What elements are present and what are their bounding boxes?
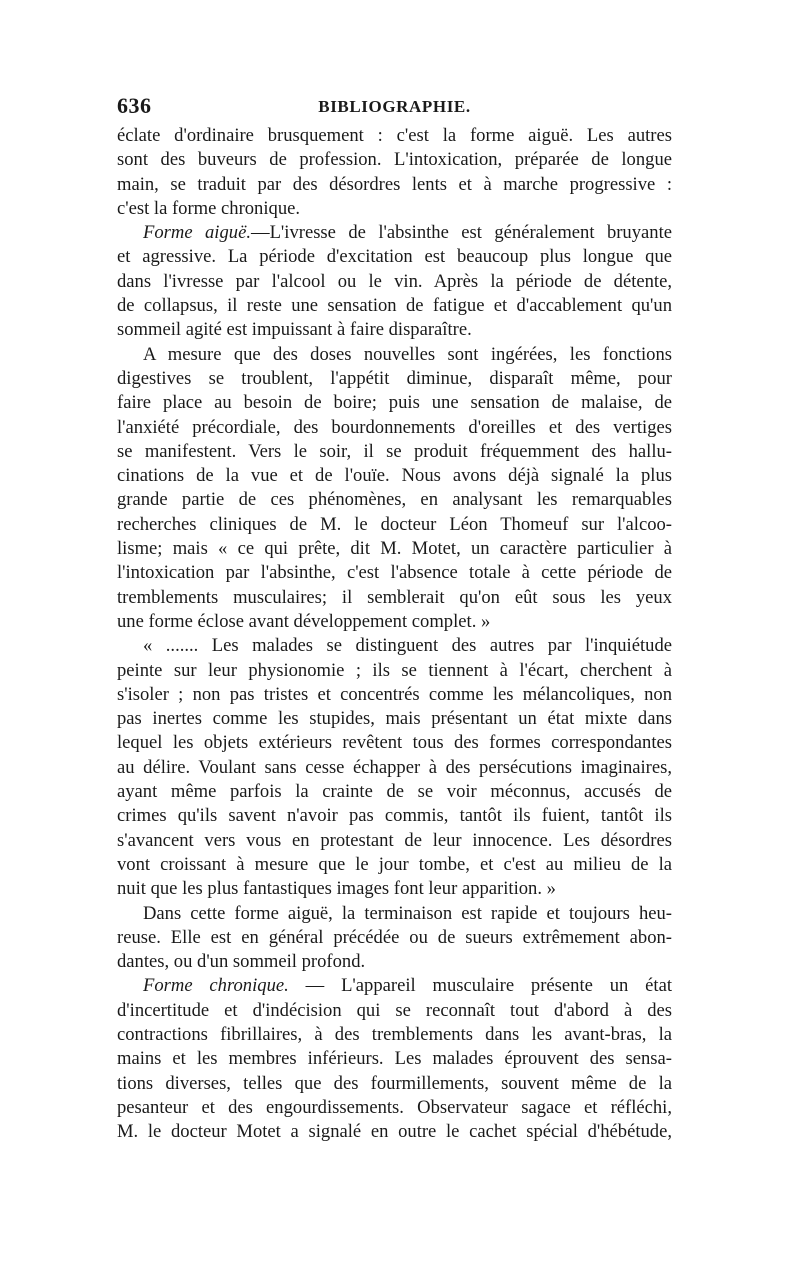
text-line [117, 343, 672, 367]
line-text: lequel les objets extérieurs revêtent tous des formes correspondantes [117, 732, 672, 754]
text-line [117, 756, 672, 780]
text-line [117, 1047, 672, 1071]
line-text: crimes qu'ils savent n'avoir pas commis, tantôt ils fuient, tantôt ils [117, 805, 672, 827]
text-line [117, 634, 672, 658]
line-text: sont des buveurs de profession. L'intoxication, préparée de longue [117, 149, 672, 171]
line-text: nuit que les plus fantastiques images font leur apparition. » [117, 878, 556, 900]
line-text: digestives se troublent, l'appétit diminue, disparaît même, pour [117, 367, 672, 389]
text-line [117, 877, 672, 901]
page-number: 636 [117, 93, 152, 118]
line-text: « ....... Les malades se distinguent des autres par l'inquiétude [143, 635, 672, 657]
line-text: pas inertes comme les stupides, mais présentant un état mixte dans [117, 708, 672, 730]
line-text: dans l'ivresse par l'alcool ou le vin. Après la période de détente, [117, 270, 672, 292]
line-text: pesanteur et des engourdissements. Observateur sagace et réfléchi, [117, 1096, 672, 1118]
line-text: éclate d'ordinaire brusquement : c'est la forme aiguë. Les autres [117, 125, 672, 146]
text-line [117, 197, 672, 221]
text-line [117, 270, 672, 294]
line-text: Dans cette forme aiguë, la terminaison est rapide et toujours heu- [143, 902, 672, 924]
text-line [117, 683, 672, 707]
text-line [117, 610, 672, 634]
line-text: main, se traduit par des désordres lents et à marche progressive : [117, 173, 672, 195]
line-text: faire place au besoin de boire; puis une sensation de malaise, de [117, 392, 672, 414]
line-text: une forme éclose avant développement complet. » [117, 610, 491, 632]
line-text: mains et les membres inférieurs. Les malades éprouvent des sensa- [117, 1048, 672, 1070]
line-text: M. le docteur Motet a signalé en outre le cachet spécial d'hébétude, [117, 1121, 672, 1143]
text-line [117, 173, 672, 197]
line-text: l'intoxication par l'absinthe, c'est l'absence totale à cette période de [117, 562, 672, 584]
text-line [117, 318, 672, 342]
body-text [117, 124, 672, 1144]
text-line [117, 902, 672, 926]
text-line [117, 974, 672, 998]
text-line [117, 950, 672, 974]
line-text: et agressive. La période d'excitation est beaucoup plus longue que [117, 246, 672, 268]
text-line [117, 1120, 672, 1144]
text-line [117, 853, 672, 877]
running-title: BIBLIOGRAPHIE. [318, 97, 471, 116]
page-header [117, 93, 672, 119]
text-line [117, 561, 672, 585]
text-line [117, 221, 672, 245]
text-line [117, 513, 672, 537]
line-text: se manifestent. Vers le soir, il se produit fréquemment des hallu- [117, 440, 672, 462]
text-line [117, 391, 672, 415]
text-line [117, 464, 672, 488]
text-line [117, 829, 672, 853]
text-line [117, 488, 672, 512]
text-line [117, 1096, 672, 1120]
text-line [117, 999, 672, 1023]
text-line [117, 537, 672, 561]
line-text: grande partie de ces phénomènes, en analysant les remarquables [117, 489, 672, 511]
line-text: ayant même parfois la crainte de se voir méconnus, accusés de [117, 781, 672, 803]
line-text: tremblements musculaires; il semblerait qu'on eût sous les yeux [117, 586, 672, 608]
line-text: recherches cliniques de M. le docteur Léon Thomeuf sur l'alcoo- [117, 513, 672, 535]
text-line [117, 367, 672, 391]
text-line [117, 1023, 672, 1047]
italic-heading: Forme chronique. [143, 975, 289, 997]
line-text: cinations de la vue et de l'ouïe. Nous avons déjà signalé la plus [117, 465, 672, 487]
line-text: — L'appareil musculaire présente un état [288, 975, 672, 997]
line-text: —L'ivresse de l'absinthe est généralement bruyante [250, 222, 672, 244]
line-text: d'incertitude et d'indécision qui se reconnaît tout d'abord à des [117, 999, 672, 1021]
line-text: tions diverses, telles que des fourmillements, souvent même de la [117, 1072, 672, 1094]
line-text: l'anxiété précordiale, des bourdonnements d'oreilles et des vertiges [117, 416, 672, 438]
line-text: sommeil agité est impuissant à faire disparaître. [117, 319, 472, 341]
text-line [117, 1072, 672, 1096]
text-line [117, 440, 672, 464]
line-text: de collapsus, il reste une sensation de fatigue et d'accablement qu'un [117, 295, 672, 317]
text-line [117, 245, 672, 269]
line-text: reuse. Elle est en général précédée ou de sueurs extrêmement abon- [117, 926, 672, 948]
line-text: s'isoler ; non pas tristes et concentrés comme les mélancoliques, non [117, 683, 672, 705]
line-text: s'avancent vers vous en protestant de leur innocence. Les désordres [117, 829, 672, 851]
line-text: c'est la forme chronique. [117, 197, 301, 219]
text-line [117, 780, 672, 804]
text-line [117, 148, 672, 172]
line-text: vont croissant à mesure que le jour tombe, et c'est au milieu de la [117, 853, 672, 875]
line-text: contractions fibrillaires, à des tremblements dans les avant-bras, la [117, 1023, 672, 1045]
text-line [117, 731, 672, 755]
line-text: dantes, ou d'un sommeil profond. [117, 951, 366, 973]
text-line [117, 707, 672, 731]
text-line [117, 659, 672, 683]
text-line [117, 926, 672, 950]
line-text: peinte sur leur physionomie ; ils se tiennent à l'écart, cherchent à [117, 659, 672, 681]
italic-heading: Forme aiguë. [143, 222, 251, 244]
text-line [117, 416, 672, 440]
text-line [117, 294, 672, 318]
line-text: lisme; mais « ce qui prête, dit M. Motet, un caractère particulier à [117, 538, 672, 560]
text-line [117, 124, 672, 148]
text-line [117, 586, 672, 610]
line-text: A mesure que des doses nouvelles sont ingérées, les fonctions [143, 343, 672, 365]
text-line [117, 804, 672, 828]
line-text: au délire. Voulant sans cesse échapper à des persécutions imaginaires, [117, 756, 672, 778]
